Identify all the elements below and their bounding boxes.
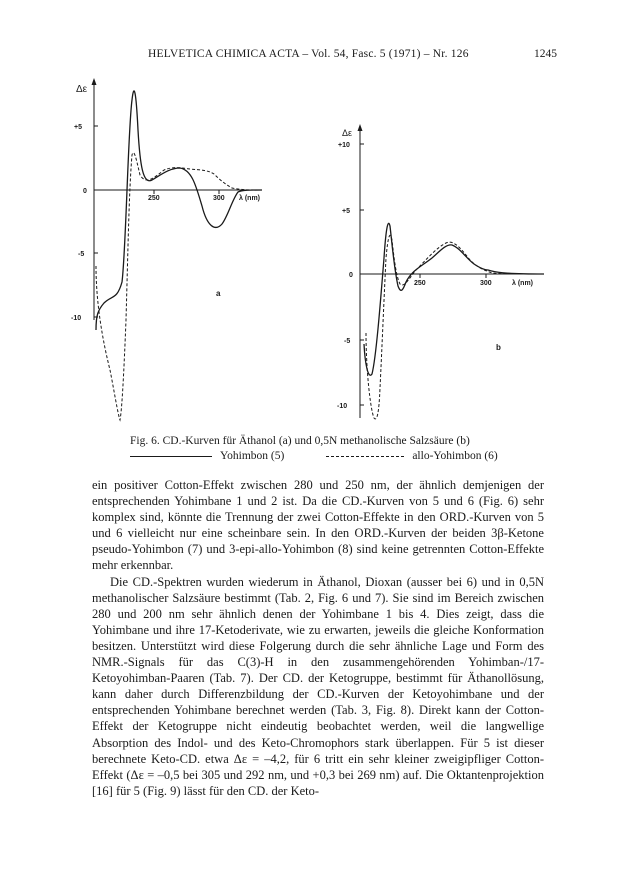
legend-solid-label: Yohimbon (5) (220, 450, 285, 462)
paragraph: Die CD.-Spektren wurden wiederum in Äthanol, Dioxan (ausser bei 6) und in 0,5N methanolischer Salzsäure bestimmt (Tab. 2, Fig. 6 und 7). Sie sind im Bereich zwischen 280 und 200 nm sehr ähnlich denen der Yohimbane 1 bis 4. Dies zeigt, dass die Yohimbane und ihre 17-Ketoderivate, wie zu erwarten, jeweils die gleiche Konformation besitzen. Unterstützt wird diese Folgerung durch die sehr ähnliche Lage und Form des NMR.-Signals für das C(3)-H in den zusammengehörenden Yohimban-/17-Ketoyohimban-Paaren (Tab. 7). Der CD. der Ketogruppe, bestimmt für Äthanollösung, kann daher durch Differenzbildung der CD.-Kurven der Ketoyohimbane und der entsprechenden Yohimbane berechnet werden (Tab. 3, Fig. 8). Direkt kann der Cotton-Effekt der Ketogruppe nicht eindeutig beobachtet werden, weil die langwellige Absorption des Indol- und des Keto-Chromophors stark überlappen. Für 5 ist dieser berechnete Keto-CD. etwa Δε = –4,2, für 6 tritt ein sehr kleiner zweigipfliger Cotton-Effekt (Δε = –0,5 bei 305 und 292 nm, und +0,3 bei 269 nm) auf. Die Oktantenprojektion [16] für 5 (Fig. 9) lässt für den CD. der Keto- (92, 574, 544, 798)
journal-running-title: HELVETICA CHIMICA ACTA – Vol. 54, Fasc. 5 (1971) – Nr. 126 (148, 48, 469, 60)
panel-a-xtick-label: 300 (213, 195, 225, 202)
cd-plot-panel-b (322, 118, 562, 436)
legend-dashed-label: allo-Yohimbon (6) (412, 450, 498, 462)
paragraph: ein positiver Cotton-Effekt zwischen 280 und 250 nm, der ähnlich demjenigen der entsprechenden Yohimbane 1 und 2 ist. Da die CD.-Kurven von 5 und 6 (Fig. 6) sehr komplex sind, könnte die Trennung der zwei Cotton-Effekte in den ORD.-Kurven von 5 und 6 vielleicht nur eine scheinbare sein. In den ORD.-Kurven der beiden 3β-Ketone pseudo-Yohimbon (7) und 3-epi-allo-Yohimbon (8) sind keine getrennten Cotton-Effekte mehr erkennbar. (92, 478, 544, 573)
panel-a-ytick-label: +5 (74, 124, 82, 131)
cd-plot-panel-a (70, 70, 300, 430)
panel-b-ylabel: Δε (342, 128, 353, 138)
panel-b-curve-yohimbon (364, 223, 544, 375)
panel-b-xtick-label: 300 (480, 280, 492, 287)
caption-title: Fig. 6. CD.-Kurven für Äthanol (a) und 0,5N methanolische Salzsäure (b) (130, 435, 470, 447)
panel-b-ytick-label: -5 (344, 338, 351, 345)
legend-dashed-line-swatch (326, 456, 404, 457)
panel-a-xtick-label: 250 (148, 195, 160, 202)
panel-a-xunit: λ (nm) (239, 195, 260, 202)
panel-b-label: b (496, 343, 501, 352)
panel-a-curve-yohimbon (96, 91, 262, 330)
panel-a-ytick-label: -10 (71, 315, 82, 322)
legend-solid-line-swatch (130, 456, 212, 457)
panel-a-ytick-label: 0 (83, 188, 87, 195)
running-header (0, 48, 624, 66)
panel-b-ytick-label: 0 (349, 272, 353, 279)
panel-a-ytick-label: -5 (78, 251, 85, 258)
panel-b-y-axis-arrow (358, 124, 363, 131)
caption-legend (130, 448, 498, 464)
panel-a-ylabel: Δε (76, 84, 88, 95)
panel-b-curve-allo-yohimbon (366, 235, 544, 419)
panel-b-ytick-label: +10 (338, 142, 350, 149)
page-number: 1245 (534, 48, 557, 60)
panel-b-ytick-label: +5 (342, 208, 350, 215)
panel-b-ytick-label: -10 (337, 403, 348, 410)
panel-a-label: a (216, 289, 221, 298)
body-text (92, 477, 544, 799)
panel-b-xunit: λ (nm) (512, 280, 533, 287)
panel-a-y-axis-arrow (92, 78, 97, 85)
panel-b-xtick-label: 250 (414, 280, 426, 287)
